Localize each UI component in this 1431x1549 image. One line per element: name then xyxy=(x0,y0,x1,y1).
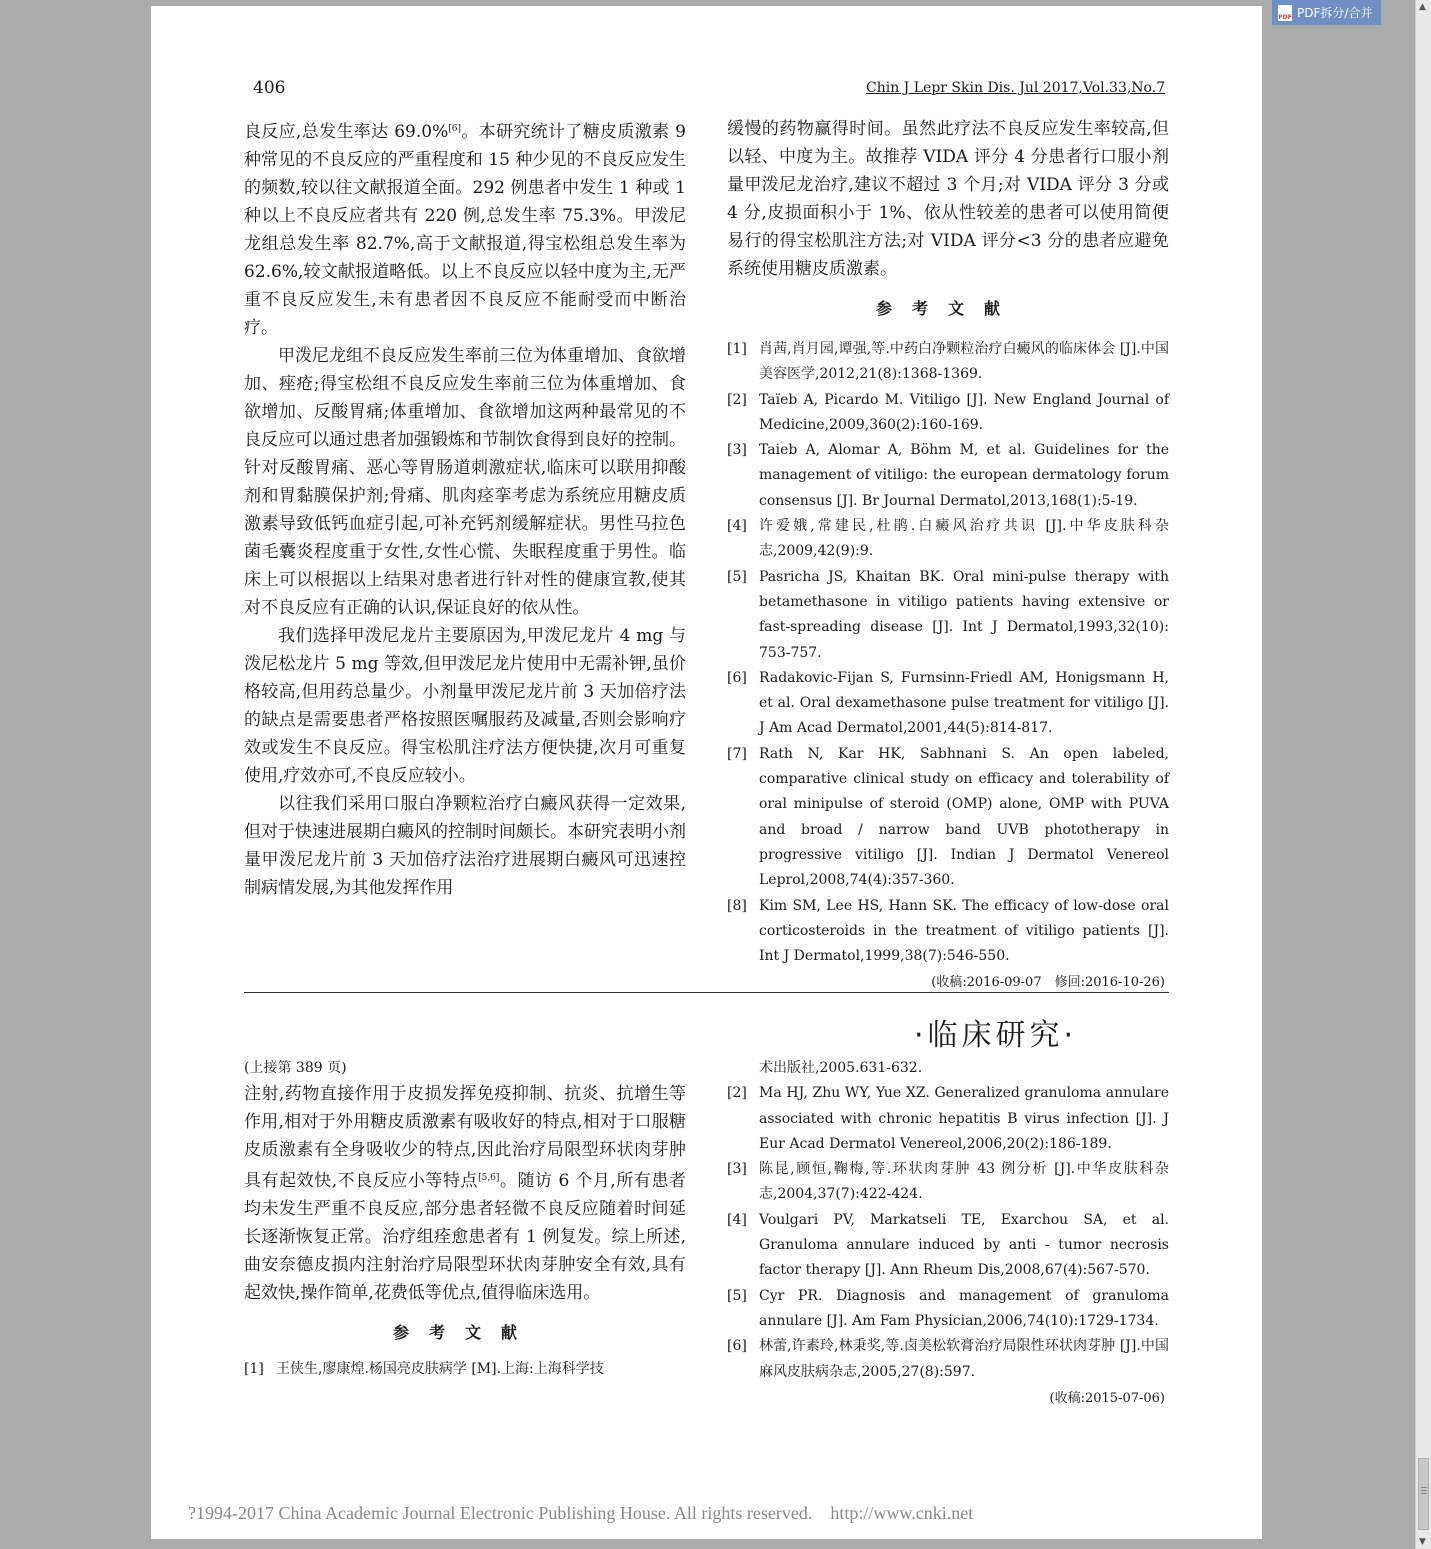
reference-list xyxy=(727,337,1169,969)
reference-item: [2] Taïeb A, Picardo M. Vitiligo [J]. New England Journal of Medicine,2009,360(2):160-169. xyxy=(727,391,1169,433)
paragraph: 我们选择甲泼尼龙片主要原因为,甲泼尼龙片 4 mg 与泼尼松龙片 5 mg 等效,但甲泼尼龙片使用中无需补钾,虽价格较高,但用药总量少。小剂量甲泼尼龙片前 3 天加倍疗法的缺点是需要患者严格按照医嘱服药及减量,否则会影响疗效或发生不良反应。得宝松肌注疗法方便快捷,次月可重复使用,疗效亦可,不良反应较小。 xyxy=(244,626,686,786)
reference-item: [8] Kim SM, Lee HS, Hann SK. The efficacy of low-dose oral corticosteroids in the treatment of vitiligo patients [J]. Int J Dermatol,1999,38(7):546-550. xyxy=(727,897,1169,965)
paragraph: 良反应,总发生率达 69.0%[6]。本研究统计了糖皮质激素 9 种常见的不良反应的严重程度和 15 种少见的不良反应发生的频数,较以往文献报道全面。292 例患者中发生 1 种或 1 种以上不良反应者共有 220 例,总发生率 75.3%。甲泼尼龙组总发生率 82.7%,高于文献报道,得宝松组总发生率为 62.6%,较文献报道略低。以上不良反应以轻中度为主,无严重不良反应发生,未有患者因不良反应不能耐受而中断治疗。 xyxy=(244,122,686,338)
scroll-thumb[interactable] xyxy=(1418,1458,1429,1530)
reference-item: [7] Rath N, Kar HK, Sabhnani S. An open labeled, comparative clinical study on efficacy and tolerability of oral minipulse of steroid (OMP) alone, OMP with PUVA and broad / narrow band UVB phototherapy in progressive vitiligo [J]. Indian J Dermatol Venereol Leprol,2008,74(4):357-360. xyxy=(727,745,1169,889)
page-number: 406 xyxy=(253,78,286,98)
journal-header: Chin J Lepr Skin Dis. Jul 2017,Vol.33,No.7 xyxy=(866,80,1166,96)
reference-item: [4] 许爱娥,常建民,杜鹃.白癜风治疗共识 [J].中华皮肤科杂志,2009,42(9):9. xyxy=(727,518,1169,560)
scroll-down-icon[interactable]: ▼ xyxy=(1419,1537,1426,1547)
scroll-up-icon[interactable]: ▲ xyxy=(1419,2,1426,12)
reference-item: [1] 王侠生,廖康煌.杨国亮皮肤病学 [M].上海:上海科学技 xyxy=(244,1361,604,1377)
received-date: (收稿:2016-09-07 修回:2016-10-26) xyxy=(931,975,1165,991)
reference-item-continued: 术出版社,2005.631-632. xyxy=(759,1060,923,1076)
pdf-file-icon: PDF xyxy=(1278,5,1292,21)
bottom-right-column xyxy=(727,1056,1169,1413)
vertical-scrollbar[interactable] xyxy=(1415,0,1431,1549)
reference-item: [3] Taieb A, Alomar A, Böhm M, et al. Guidelines for the management of vitiligo: the european dermatology forum consensus [J]. Br Journal Dermatol,2013,168(1):5-19. xyxy=(727,442,1169,509)
paragraph: 注射,药物直接作用于皮损发挥免疫抑制、抗炎、抗增生等作用,相对于外用糖皮质激素有吸收好的特点,相对于口服糖皮质激素有全身吸收少的特点,因此治疗局限型环状肉芽肿具有起效快,不良反应小等特点[5,6]。随访 6 个月,所有患者均未发生严重不良反应,部分患者轻微不良反应随着时间延长逐渐恢复正常。治疗组痊愈患者有 1 例复发。综上所述,曲安奈德皮损内注射治疗局限型环状肉芽肿安全有效,具有起效快,操作简单,花费低等优点,值得临床选用。 xyxy=(244,1084,686,1303)
references-heading: 参考文献 xyxy=(875,299,1020,318)
references-heading: 参考文献 xyxy=(392,1323,537,1342)
received-date: (收稿:2015-07-06) xyxy=(1049,1390,1165,1406)
continued-note: (上接第 389 页) xyxy=(244,1060,347,1076)
reference-list xyxy=(727,1056,1169,1385)
top-right-column xyxy=(727,115,1169,997)
copyright-footer: ?1994-2017 China Academic Journal Electronic Publishing House. All rights reserved. http://www.cnki.net xyxy=(188,1503,974,1523)
paragraph: 甲泼尼龙组不良反应发生率前三位为体重增加、食欲增加、痤疮;得宝松组不良反应发生率前三位为体重增加、食欲增加、反酸胃痛;体重增加、食欲增加这两种最常见的不良反应可以通过患者加强锻炼和节制饮食得到良好的控制。针对反酸胃痛、恶心等胃肠道刺激症状,临床可以联用抑酸剂和胃黏膜保护剂;骨痛、肌肉痉挛考虑为系统应用糖皮质激素导致低钙血症引起,可补充钙剂缓解症状。男性马拉色菌毛囊炎程度重于女性,女性心慌、失眠程度重于男性。临床上可以根据以上结果对患者进行针对性的健康宣教,使其对不良反应有正确的认识,保证良好的依从性。 xyxy=(244,346,686,618)
section-title: ·临床研究· xyxy=(914,1018,1078,1053)
reference-item: [1] 肖茜,肖月园,谭强,等.中药白净颗粒治疗白癜风的临床体会 [J].中国美容医学,2012,21(8):1368-1369. xyxy=(727,341,1169,383)
reference-list xyxy=(244,1357,686,1382)
reference-item: [2] Ma HJ, Zhu WY, Yue XZ. Generalized granuloma annulare associated with chronic hepatitis B virus infection [J]. J Eur Acad Dermatol Venereol,2006,20(2):186-189. xyxy=(727,1085,1169,1152)
reference-item: [4] Voulgari PV, Markatseli TE, Exarchou SA, et al. Granuloma annulare induced by anti - tumor necrosis factor therapy [J]. Ann Rheum Dis,2008,67(4):567-570. xyxy=(727,1211,1169,1279)
pdf-split-merge-button[interactable] xyxy=(1272,0,1381,25)
paragraph: 以往我们采用口服白净颗粒治疗白癜风获得一定效果,但对于快速进展期白癜风的控制时间颇长。本研究表明小剂量甲泼尼龙片前 3 天加倍疗法治疗进展期白癜风可迅速控制病情发展,为其他发挥作用 xyxy=(244,794,686,898)
reference-item: [3] 陈昆,顾恒,鞠梅,等.环状肉芽肿 43 例分析 [J].中华皮肤科杂志,2004,37(7):422-424. xyxy=(727,1161,1169,1203)
bottom-left-column xyxy=(244,1056,686,1382)
reference-item: [6] Radakovic-Fijan S, Furnsinn-Friedl AM, Honigsmann H, et al. Oral dexamethasone pulse treatment for vitiligo [J]. J Am Acad Dermatol,2001,44(5):814-817. xyxy=(727,669,1169,737)
pdf-split-merge-label: PDF拆分/合并 xyxy=(1297,6,1373,20)
reference-item: [5] Cyr PR. Diagnosis and management of granuloma annulare [J]. Am Fam Physician,2006,74(10):1729-1734. xyxy=(727,1287,1169,1329)
reference-item: [6] 林蕾,许素玲,林秉奖,等.卤美松软膏治疗局限性环状肉芽肿 [J].中国麻风皮肤病杂志,2005,27(8):597. xyxy=(727,1338,1169,1380)
paragraph: 缓慢的药物赢得时间。虽然此疗法不良反应发生率较高,但以轻、中度为主。故推荐 VIDA 评分 4 分患者行口服小剂量甲泼尼龙治疗,建议不超过 3 个月;对 VIDA 评分 3 分或 4 分,皮损面积小于 1%、依从性较差的患者可以使用简便易行的得宝松肌注方法;对 VIDA 评分<3 分的患者应避免系统使用糖皮质激素。 xyxy=(727,119,1169,279)
section-divider xyxy=(244,992,1169,993)
top-left-column xyxy=(244,115,686,902)
reference-item: [5] Pasricha JS, Khaitan BK. Oral mini-pulse therapy with betamethasone in vitiligo patients having extensive or fast-spreading disease [J]. Int J Dermatol,1993,32(10): 753-757. xyxy=(727,568,1169,661)
